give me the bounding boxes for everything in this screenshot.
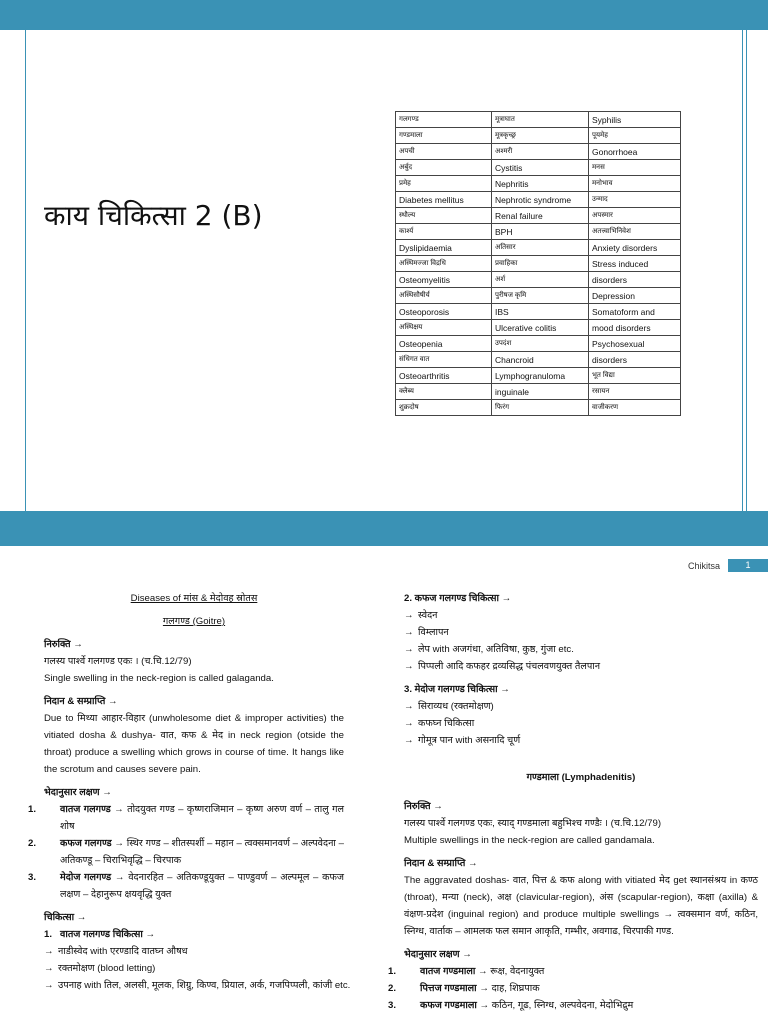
arrow-icon: → [44, 946, 54, 957]
table-cell: Osteoarthritis [396, 368, 492, 384]
bhed-item [28, 801, 344, 835]
bhed-name: वातज गलगण्ड [60, 804, 111, 815]
bhed-number: 1. [388, 966, 397, 977]
list-item [404, 607, 758, 624]
table-cell: Ulcerative colitis [492, 320, 589, 336]
table-cell: उपदंश [492, 336, 589, 352]
list-item [44, 960, 344, 977]
bhed-heading: भेदानुसार लक्षण → [44, 787, 112, 798]
table-cell: Chancroid [492, 352, 589, 368]
gandamala-nidan-text: The aggravated doshas- वात, पित्त & कफ along with vitiated मेद get स्थानसंश्रय in कण्ठ (throat), मन्या (neck), अक्ष (clavicular-region), अंस (scapular-region), कक्षा (axilla) & वंक्षण-प्रदेश (inguinal region) and produce multiple swellings → त्वक्समान वर्ण, कठिन, स्निग्ध, वार्ताक – आमलक फल समान आकृति, गम्भीर, अवगाढ, चिरपाकी गण्ड. [404, 875, 758, 937]
gandamala-nirukti-english: Multiple swellings in the neck-region are called gandamala. [404, 835, 655, 846]
bhed-number: 3. [28, 872, 37, 883]
list-item-text: रक्तमोक्षण (blood letting) [58, 963, 156, 974]
bhed-list [28, 801, 345, 903]
bhed-item [388, 980, 758, 997]
gandamala-bhed-list [388, 963, 758, 1014]
gandamala-nirukti-text: गलस्य पार्श्वे गलगण्ड एकः, स्याद् गण्डमाला बहुभिश्च गण्डैः । (च.चि.12/79) [404, 818, 662, 829]
kaphaj-chikitsa-heading: 2. कफज गलगण्ड चिकित्सा → [404, 593, 512, 604]
table-cell: अपस्मार [589, 208, 681, 224]
arrow-icon: → [404, 735, 414, 746]
table-cell: Stress induced [589, 256, 681, 272]
table-cell: गण्डमाला [396, 128, 492, 144]
kaphaj-chikitsa-list [404, 607, 758, 675]
table-row [396, 352, 681, 368]
slide-border-right [742, 0, 743, 546]
gandamala-bhed-heading: भेदानुसार लक्षण → [404, 949, 472, 960]
table-cell: अपची [396, 144, 492, 160]
list-item-text: नाडीस्वेद with एरण्डादि वातघ्न औषध [58, 946, 188, 957]
table-row [396, 368, 681, 384]
list-item-text: गोमूत्र पान with असनादि चूर्ण [418, 735, 521, 746]
arrow-icon: → [404, 644, 414, 655]
table-row [396, 320, 681, 336]
list-item [404, 641, 758, 658]
nirukti-heading: निरुक्ति → [44, 639, 83, 650]
bhed-item [388, 963, 758, 980]
table-cell: Anxiety disorders [589, 240, 681, 256]
vataj-chikitsa-heading: 1. वातज गलगण्ड चिकित्सा → [44, 929, 156, 940]
table-cell: mood disorders [589, 320, 681, 336]
arrow-icon: → [404, 718, 414, 729]
bhed-name: कफज गलगण्ड [60, 838, 112, 849]
table-cell: अस्थिक्षय [396, 320, 492, 336]
bhed-number: 1. [28, 804, 37, 815]
table-cell: अर्श [492, 272, 589, 288]
list-item [404, 715, 758, 732]
table-row [396, 128, 681, 144]
right-column [388, 590, 758, 1014]
slide-title: काय चिकित्सा 2 (B) [44, 199, 263, 232]
table-cell: रसायन [589, 384, 681, 400]
bhed-number: 2. [388, 983, 397, 994]
table-cell: क्लैब्य [396, 384, 492, 400]
table-cell: मनस [589, 160, 681, 176]
table-row [396, 112, 681, 128]
gandamala-nidan-heading: निदान & सम्प्राप्ति → [404, 858, 478, 869]
list-item-text: कफघ्न चिकित्सा [418, 718, 475, 729]
table-cell: मूत्रकृच्छ्र [492, 128, 589, 144]
bhed-number: 2. [28, 838, 37, 849]
table-cell: भूत विद्या [589, 368, 681, 384]
list-item-text: स्वेदन [418, 610, 438, 621]
left-column [28, 590, 351, 994]
table-cell: पूयमेह [589, 128, 681, 144]
medoj-chikitsa-list [404, 698, 758, 749]
table-cell: Depression [589, 288, 681, 304]
list-item [404, 658, 758, 675]
table-cell: अतिसार [492, 240, 589, 256]
table-cell: अतत्त्वाभिनिवेश [589, 224, 681, 240]
list-item [44, 943, 344, 960]
table-cell: फिरंग [492, 400, 589, 416]
table-cell: Osteomyelitis [396, 272, 492, 288]
section-title: Diseases of मांस & मेदोवह स्रोतस [130, 593, 258, 604]
arrow-icon: → [404, 610, 414, 621]
table-row [396, 240, 681, 256]
vataj-chikitsa-list [44, 943, 351, 994]
bhed-text: → दाह, शिघ्रपाक [479, 983, 540, 994]
table-cell: कार्श्य [396, 224, 492, 240]
table-cell: उन्माद [589, 192, 681, 208]
table-cell: शुक्रदोष [396, 400, 492, 416]
medoj-chikitsa-heading: 3. मेदोज गलगण्ड चिकित्सा → [404, 684, 510, 695]
table-cell: मनोभाव [589, 176, 681, 192]
nirukti-text: गलस्य पार्श्वे गलगण्ड एकः । (च.चि.12/79) [44, 656, 192, 667]
table-row [396, 336, 681, 352]
bhed-text: → तोदयुक्त गण्ड – कृष्णराजिमान – कृष्ण अरुण वर्ण – तालु गल शोष [60, 804, 344, 832]
bhed-name: कफज गण्डमाला [420, 1000, 477, 1011]
nirukti-english: Single swelling in the neck-region is called galaganda. [44, 673, 274, 684]
table-cell: अस्थिमज्जा विद्रधि [396, 256, 492, 272]
chikitsa-heading: चिकित्सा → [44, 912, 87, 923]
table-cell: Dyslipidaemia [396, 240, 492, 256]
list-item [404, 698, 758, 715]
nidan-text: Due to मिथ्या आहार-विहार (unwholesome diet & improper activities) the vitiated dosha & dushya- वात, कफ & मेद in neck region (otside the throat) produce a swelling which grows in course of time. It hangs like the scrotum and causes severe pain. [44, 713, 344, 775]
table-cell: Psychosexual [589, 336, 681, 352]
disease-table [395, 111, 681, 416]
table-cell: संधिगत वात [396, 352, 492, 368]
table-row [396, 304, 681, 320]
bhed-item [28, 869, 345, 903]
table-cell: प्रवाहिका [492, 256, 589, 272]
bhed-text: → वेदनारहित – अतिकण्डूयुक्त – पाण्डुवर्ण – अल्पमूल – कफज लक्षण – देहानुरूप क्षयवृद्धि युक्त [60, 872, 345, 900]
table-cell: IBS [492, 304, 589, 320]
table-row [396, 208, 681, 224]
list-item [404, 624, 758, 641]
table-cell: Cystitis [492, 160, 589, 176]
slide-border-right-inner [746, 0, 747, 546]
bhed-name: मेदोज गलगण्ड [60, 872, 112, 883]
table-cell: Osteopenia [396, 336, 492, 352]
bhed-text: → कठिन, गूढ, स्निग्ध, अल्पवेदना, मेदोभिद्रुम [479, 1000, 634, 1011]
table-row [396, 288, 681, 304]
nidan-heading: निदान & सम्प्राप्ति → [44, 696, 118, 707]
table-cell: स्थौल्य [396, 208, 492, 224]
arrow-icon: → [404, 661, 414, 672]
bottom-band [0, 511, 768, 546]
bhed-item [28, 835, 344, 869]
table-cell: Lymphogranuloma [492, 368, 589, 384]
table-cell: Osteoporosis [396, 304, 492, 320]
arrow-icon: → [404, 627, 414, 638]
table-row [396, 176, 681, 192]
arrow-icon: → [44, 980, 54, 991]
arrow-icon: → [404, 701, 414, 712]
table-cell: अश्मरी [492, 144, 589, 160]
table-cell: Gonorrhoea [589, 144, 681, 160]
header-label: Chikitsa [688, 561, 721, 571]
list-item-text: विम्लापन [418, 627, 449, 638]
table-cell: अस्थिसौषीर्य [396, 288, 492, 304]
table-row [396, 144, 681, 160]
list-item [404, 732, 758, 749]
table-cell: Somatoform and [589, 304, 681, 320]
page-number: 1 [728, 559, 768, 572]
bhed-name: पित्तज गण्डमाला [420, 983, 477, 994]
table-cell: अर्बुद [396, 160, 492, 176]
table-cell: Syphilis [589, 112, 681, 128]
table-row [396, 192, 681, 208]
bhed-number: 3. [388, 1000, 397, 1011]
slide-border-left [25, 0, 26, 546]
list-item-text: पिप्पली आदि कफहर द्रव्यसिद्ध पंचलवणयुक्त तैलपान [418, 661, 601, 672]
table-cell: inguinale [492, 384, 589, 400]
top-band [0, 0, 768, 30]
table-row [396, 160, 681, 176]
gandamala-nirukti-heading: निरुक्ति → [404, 801, 443, 812]
table-row [396, 256, 681, 272]
goitre-title: गलगण्ड (Goitre) [162, 616, 226, 627]
table-cell: गलगण्ड [396, 112, 492, 128]
table-cell: पुरीषज कृमि [492, 288, 589, 304]
bhed-item [388, 997, 758, 1014]
gandamala-title: गण्डमाला (Lymphadenitis) [526, 772, 636, 783]
bhed-text: → स्थिर गण्ड – शीतस्पर्शी – महान – त्वक्समानवर्ण – अल्पवेदना – अतिकण्डू – चिराभिवृद्धि – चिरपाक [60, 838, 344, 866]
table-cell: Nephritis [492, 176, 589, 192]
list-item-text: लेप with अजगंधा, अतिविषा, कुष्ठ, गुंजा etc. [418, 644, 574, 655]
list-item [44, 977, 351, 994]
table-row [396, 384, 681, 400]
table-row [396, 400, 681, 416]
table-cell: disorders [589, 272, 681, 288]
list-item-text: उपनाह with तिल, अलसी, मूलक, शिग्रु, किण्व, प्रियाल, अर्क, गजपिप्पली, कांजी etc. [58, 980, 351, 991]
list-item-text: सिराव्यध (रक्तमोक्षण) [418, 701, 494, 712]
table-cell: मूत्राघात [492, 112, 589, 128]
table-cell: Diabetes mellitus [396, 192, 492, 208]
table-row [396, 272, 681, 288]
arrow-icon: → [44, 963, 54, 974]
table-cell: disorders [589, 352, 681, 368]
table-cell: BPH [492, 224, 589, 240]
table-cell: वाजीकरण [589, 400, 681, 416]
bhed-name: वातज गण्डमाला [420, 966, 476, 977]
table-cell: Nephrotic syndrome [492, 192, 589, 208]
table-cell: Renal failure [492, 208, 589, 224]
bhed-text: → रूक्ष, वेदनायुक्त [478, 966, 545, 977]
table-cell: प्रमेह [396, 176, 492, 192]
table-row [396, 224, 681, 240]
